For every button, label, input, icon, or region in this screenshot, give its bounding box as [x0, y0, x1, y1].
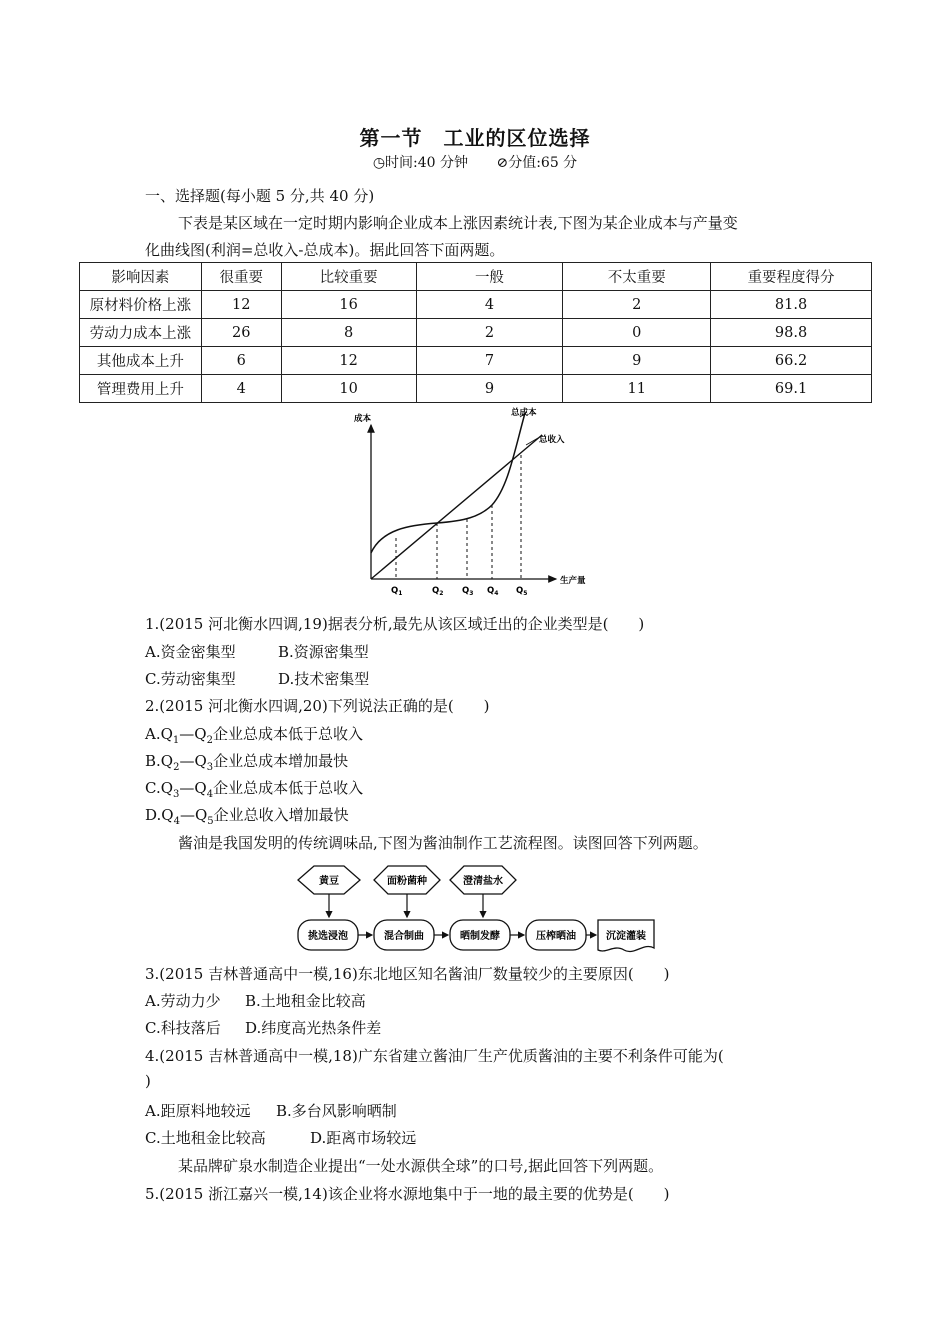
series-label-total-cost: 总成本 — [511, 408, 537, 418]
table-cell: 2 — [563, 291, 711, 319]
question-4-option-c: C.土地租金比较高 — [145, 1129, 266, 1147]
question-3-option-d: D.纬度高光热条件差 — [245, 1019, 382, 1037]
table-cell: 其他成本上升 — [80, 347, 202, 375]
table-cell: 9 — [416, 375, 563, 403]
table-cell: 12 — [281, 347, 416, 375]
input-label: 澄清盐水 — [463, 876, 503, 887]
question-2-option-d: $D.Q_4—Q_5$企业总收入增加最快 — [145, 806, 349, 827]
table-cell: 4 — [201, 375, 281, 403]
question-5-stem: 5.(2015 浙江嘉兴一模,14)该企业将水源地集中于一地的最主要的优势是( ) — [145, 1185, 670, 1203]
question-4-option-d: D.距离市场较远 — [310, 1129, 417, 1147]
table-cell: 11 — [563, 375, 711, 403]
table-cell: 66.2 — [711, 347, 872, 375]
intro-paragraph-3: 某品牌矿泉水制造企业提出“一处水源供全球”的口号,据此回答下列两题。 — [178, 1157, 664, 1175]
cost-factor-table — [79, 262, 872, 403]
table-cell: 0 — [563, 319, 711, 347]
table-cell: 2 — [416, 319, 563, 347]
question-4-stem: 4.(2015 吉林普通高中一模,18)广东省建立酱油厂生产优质酱油的主要不利条件可能为( — [145, 1047, 724, 1065]
step-label: 压榨晒油 — [536, 931, 576, 942]
process-flow-diagram — [294, 860, 664, 960]
question-1-stem: 1.(2015 河北衡水四调,19)据表分析,最先从该区域迁出的企业类型是( ) — [145, 615, 645, 633]
x-axis-label: 生产量 — [560, 576, 586, 586]
table-cell: 7 — [416, 347, 563, 375]
series-line-total-cost — [371, 413, 525, 553]
table-header: 不太重要 — [563, 263, 711, 291]
y-axis-label: 成本 — [354, 414, 372, 424]
question-1-option-a: A.资金密集型 — [145, 643, 236, 661]
section-heading: 一、选择题(每小题 5 分,共 40 分) — [145, 187, 375, 205]
step-label: 沉淀灌装 — [606, 931, 646, 942]
table-cell: 劳动力成本上涨 — [80, 319, 202, 347]
exam-meta — [0, 152, 950, 172]
question-2-option-a: $A.Q_1—Q_2$企业总成本低于总收入 — [145, 725, 363, 746]
table-cell: 6 — [201, 347, 281, 375]
x-tick-label: $Q_3$ — [462, 586, 474, 595]
table-cell: 10 — [281, 375, 416, 403]
step-label: 挑选浸泡 — [308, 931, 348, 942]
table-cell: 16 — [281, 291, 416, 319]
intro-paragraph-2: 酱油是我国发明的传统调味品,下图为酱油制作工艺流程图。读图回答下列两题。 — [178, 834, 708, 852]
table-cell: 管理费用上升 — [80, 375, 202, 403]
question-4-stem-cont: ) — [145, 1072, 151, 1090]
table-header: 重要程度得分 — [711, 263, 872, 291]
table-cell: 69.1 — [711, 375, 872, 403]
step-label: 混合制曲 — [384, 931, 424, 942]
x-tick-label: $Q_4$ — [487, 586, 499, 595]
question-3-option-c: C.科技落后 — [145, 1019, 221, 1037]
table-header: 影响因素 — [80, 263, 202, 291]
table-cell: 原材料价格上涨 — [80, 291, 202, 319]
page-title: 第一节 工业的区位选择 — [359, 126, 591, 150]
question-2-stem: 2.(2015 河北衡水四调,20)下列说法正确的是( ) — [145, 697, 490, 715]
series-line-total-revenue — [371, 435, 542, 579]
question-3-option-b: B.土地租金比较高 — [245, 992, 366, 1010]
table-row — [80, 347, 872, 375]
score-total: ⊘分值:65 分 — [496, 155, 578, 171]
table-header-row — [80, 263, 872, 291]
question-3-option-a: A.劳动力少 — [145, 992, 221, 1010]
question-4-option-a: A.距原料地较远 — [145, 1102, 251, 1120]
table-cell: 26 — [201, 319, 281, 347]
table-row — [80, 319, 872, 347]
cost-output-chart — [340, 405, 610, 595]
table-header: 比较重要 — [281, 263, 416, 291]
question-2-option-c: $C.Q_3—Q_4$企业总成本低于总收入 — [145, 779, 364, 800]
table-cell: 8 — [281, 319, 416, 347]
x-tick-label: $Q_1$ — [391, 586, 403, 595]
table-cell: 9 — [563, 347, 711, 375]
table-row — [80, 375, 872, 403]
intro-paragraph-1-cont: 化曲线图(利润=总收入-总成本)。据此回答下面两题。 — [145, 241, 505, 259]
input-label: 黄豆 — [319, 876, 339, 887]
table-cell: 81.8 — [711, 291, 872, 319]
question-1-option-d: D.技术密集型 — [278, 670, 370, 688]
table-header: 很重要 — [201, 263, 281, 291]
table-header: 一般 — [416, 263, 563, 291]
intro-paragraph-1: 下表是某区域在一定时期内影响企业成本上涨因素统计表,下图为某企业成本与产量变 — [178, 214, 738, 232]
step-label: 晒制发酵 — [460, 931, 500, 942]
table-row — [80, 291, 872, 319]
question-2-option-b: $B.Q_2—Q_3$企业总成本增加最快 — [145, 752, 349, 773]
x-tick-label: $Q_2$ — [432, 586, 444, 595]
input-label: 面粉菌种 — [387, 876, 427, 887]
table-cell: 98.8 — [711, 319, 872, 347]
question-1-option-b: B.资源密集型 — [278, 643, 369, 661]
table-cell: 12 — [201, 291, 281, 319]
question-1-option-c: C.劳动密集型 — [145, 670, 236, 688]
time-limit: ◷时间:40 分钟 — [372, 155, 469, 171]
series-label-total-revenue: 总收入 — [539, 435, 565, 445]
question-4-option-b: B.多台风影响晒制 — [276, 1102, 397, 1120]
x-tick-label: $Q_5$ — [516, 586, 528, 595]
question-3-stem: 3.(2015 吉林普通高中一模,16)东北地区知名酱油厂数量较少的主要原因( ) — [145, 965, 670, 983]
table-cell: 4 — [416, 291, 563, 319]
